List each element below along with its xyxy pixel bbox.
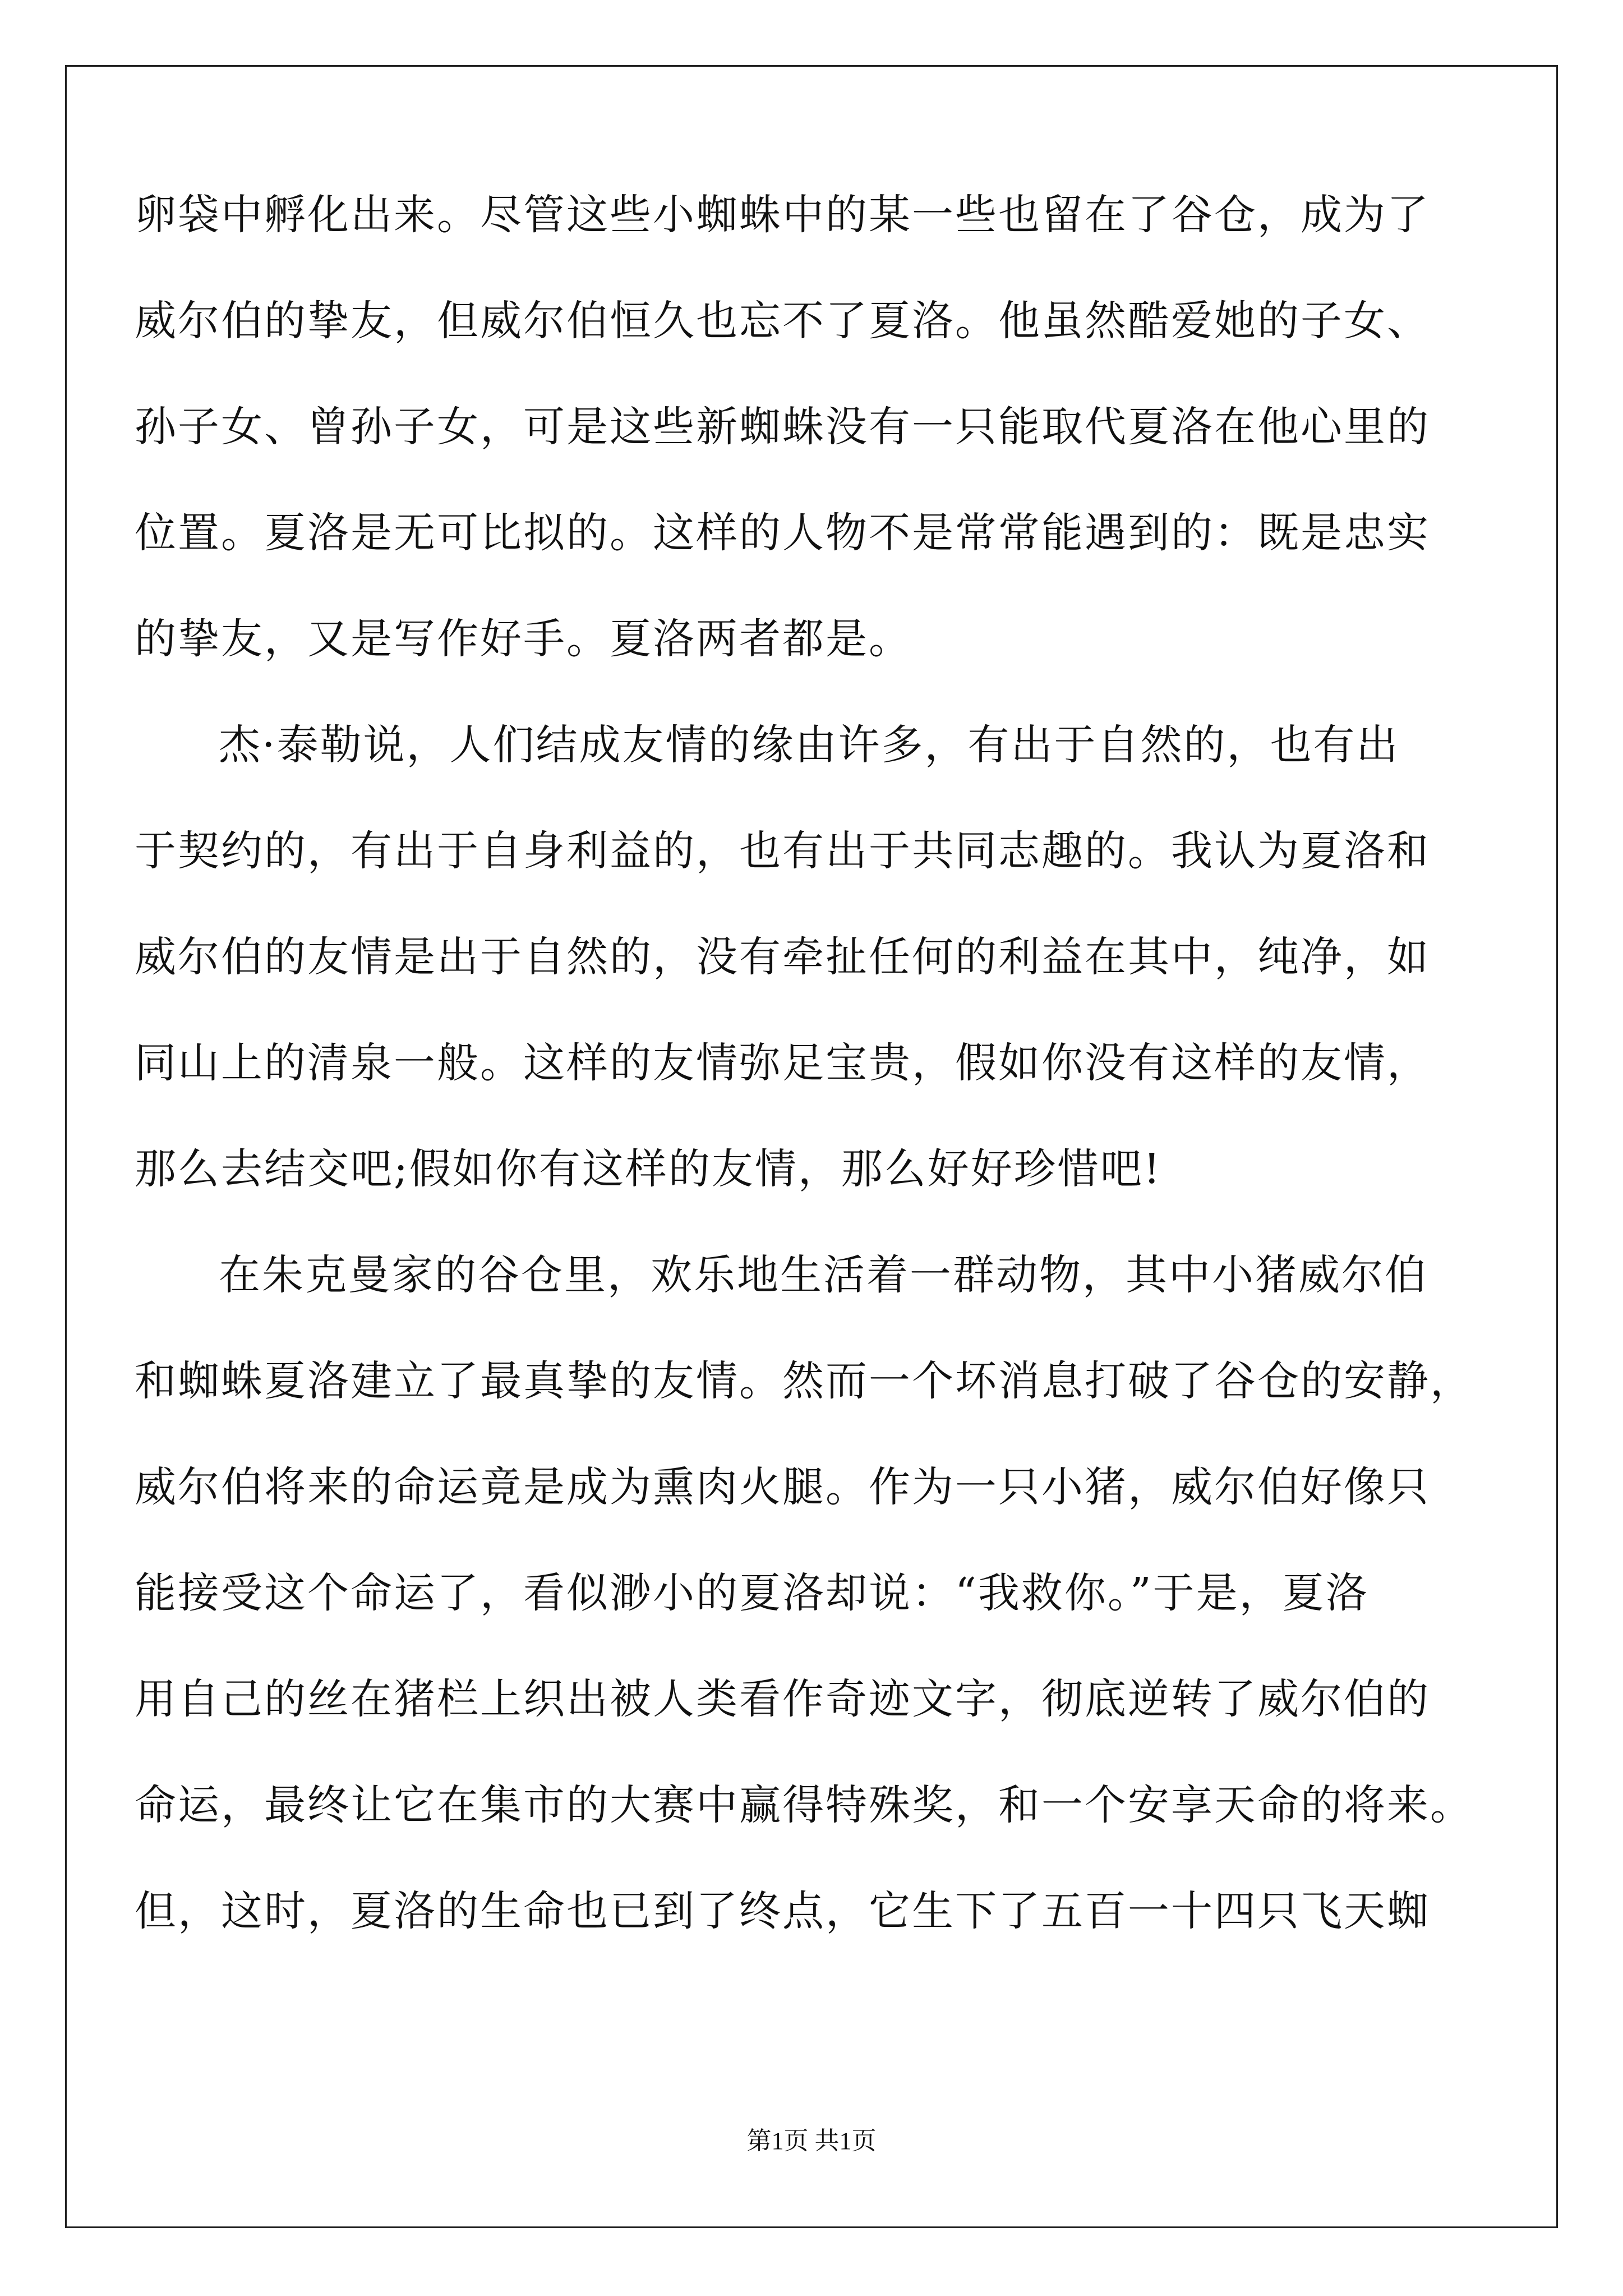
text-line: 命运，最终让它在集市的大赛中赢得特殊奖，和一个安享天命的将来。 (135, 1781, 1473, 1829)
text-line: 卵袋中孵化出来。尽管这些小蜘蛛中的某一些也留在了谷仓，成为了 (135, 191, 1430, 239)
text-line: 的挚友，又是写作好手。夏洛两者都是。 (135, 615, 912, 663)
text-line: 但，这时，夏洛的生命也已到了终点，它生下了五百一十四只飞天蜘 (135, 1887, 1430, 1935)
text-line: 用自己的丝在猪栏上织出被人类看作奇迹文字，彻底逆转了威尔伯的 (135, 1675, 1430, 1723)
paragraph-start-line: 在朱克曼家的谷仓里，欢乐地生活着一群动物，其中小猪威尔伯 (219, 1251, 1428, 1299)
text-line: 位置。夏洛是无可比拟的。这样的人物不是常常能遇到的：既是忠实 (135, 509, 1430, 557)
page-number-footer: 第1页 共1页 (746, 2127, 877, 2155)
text-line: 威尔伯的挚友，但威尔伯恒久也忘不了夏洛。他虽然酷爱她的子女、 (135, 297, 1430, 345)
text-line: 于契约的，有出于自身利益的，也有出于共同志趣的。我认为夏洛和 (135, 827, 1430, 875)
document-body (135, 191, 1488, 1993)
text-line: 和蜘蛛夏洛建立了最真挚的友情。然而一个坏消息打破了谷仓的安静， (135, 1357, 1473, 1405)
text-line: 能接受这个命运了，看似渺小的夏洛却说：“我救你。”于是，夏洛 (135, 1569, 1369, 1617)
text-line: 孙子女、曾孙子女，可是这些新蜘蛛没有一只能取代夏洛在他心里的 (135, 403, 1430, 451)
paragraph-start-line: 杰·泰勒说，人们结成友情的缘由许多，有出于自然的，也有出 (219, 721, 1400, 769)
text-line: 威尔伯将来的命运竟是成为熏肉火腿。作为一只小猪，威尔伯好像只 (135, 1463, 1430, 1511)
text-line: 威尔伯的友情是出于自然的，没有牵扯任何的利益在其中，纯净，如 (135, 933, 1430, 981)
text-line: 那么去结交吧;假如你有这样的友情，那么好好珍惜吧! (135, 1145, 1162, 1193)
text-line: 同山上的清泉一般。这样的友情弥足宝贵，假如你没有这样的友情， (135, 1039, 1430, 1087)
